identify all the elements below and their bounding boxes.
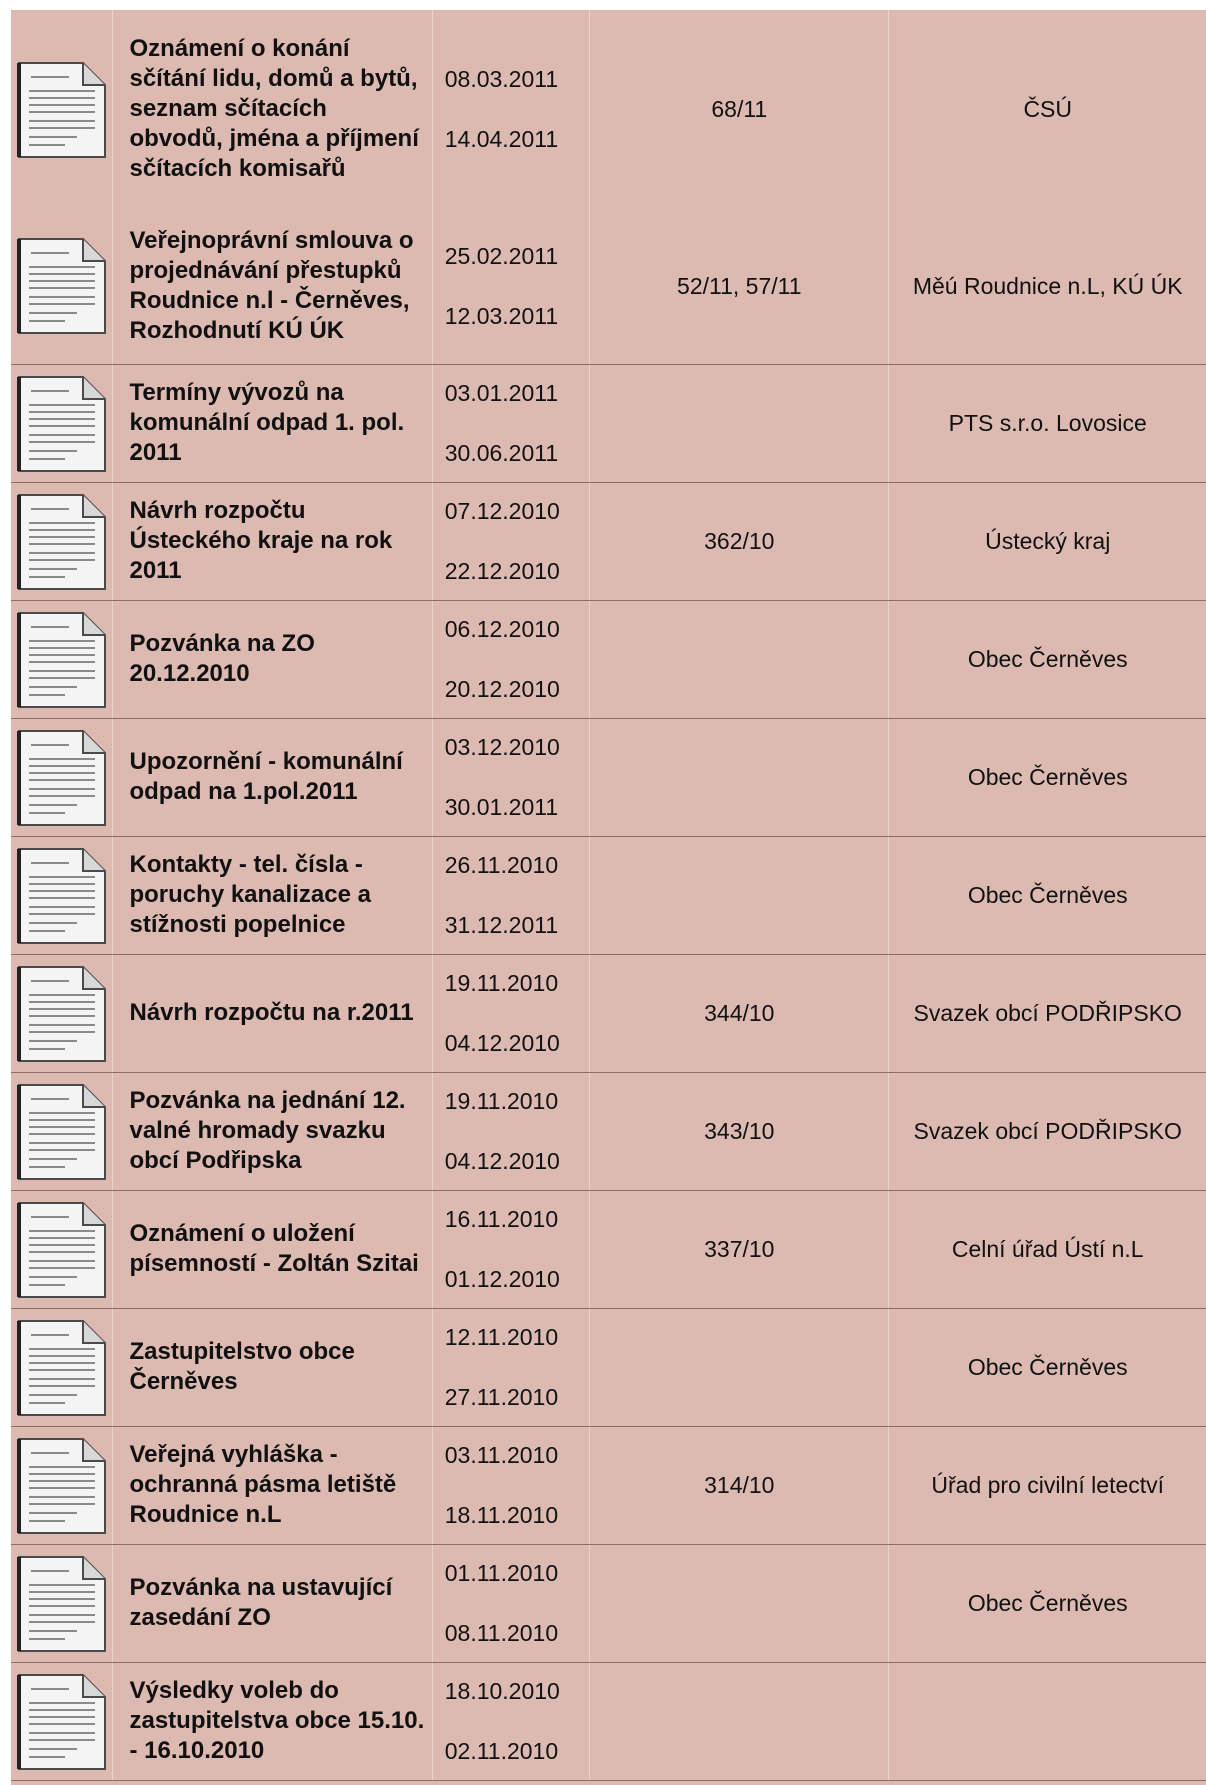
posted-date: 07.12.2010 [444, 498, 560, 524]
removed-date: 30.06.2011 [444, 440, 559, 466]
document-icon[interactable] [17, 1195, 107, 1299]
source-office: Obec Černěves [889, 836, 1206, 954]
icon-cell [11, 482, 113, 600]
removed-date: 02.11.2010 [444, 1738, 559, 1764]
removed-date: 27.11.2010 [444, 1384, 559, 1410]
source-office: Ústecký kraj [889, 482, 1206, 600]
document-icon[interactable] [17, 1667, 107, 1771]
table-row [11, 718, 1206, 836]
reference-number: 344/10 [590, 954, 889, 1072]
posted-date: 06.12.2010 [444, 616, 560, 642]
reference-number: 68/11 [590, 10, 889, 208]
date-cell [432, 1190, 589, 1308]
icon-cell [11, 364, 113, 482]
icon-cell [11, 718, 113, 836]
source-office: Obec Černěves [889, 600, 1206, 718]
source-office: Obec Černěves [889, 1544, 1206, 1662]
table-row [11, 1426, 1206, 1544]
document-title[interactable]: Termíny vývozů na komunální odpad 1. pol. 2011 [113, 364, 432, 482]
source-office: Měú Roudnice n.L, KÚ ÚK [889, 208, 1206, 364]
table-row [11, 1662, 1206, 1780]
document-icon[interactable] [17, 723, 107, 827]
removed-date: 14.04.2011 [444, 126, 559, 152]
icon-cell [11, 954, 113, 1072]
table-row [11, 10, 1206, 208]
removed-date: 08.11.2010 [444, 1620, 559, 1646]
date-cell [432, 482, 589, 600]
reference-number: 343/10 [590, 1072, 889, 1190]
icon-cell [11, 1544, 113, 1662]
removed-date: 04.12.2010 [444, 1148, 560, 1174]
removed-date: 04.12.2010 [444, 1030, 560, 1056]
source-office: Obec Černěves [889, 718, 1206, 836]
document-icon[interactable] [17, 487, 107, 591]
removed-date: 30.01.2011 [444, 794, 559, 820]
table-row [11, 954, 1206, 1072]
table-row [11, 1190, 1206, 1308]
reference-number [590, 600, 889, 718]
document-title[interactable]: Pozvánka na ZO 20.12.2010 [113, 600, 432, 718]
icon-cell [11, 836, 113, 954]
posted-date: 19.11.2010 [444, 970, 559, 996]
reference-number [590, 836, 889, 954]
source-office [889, 1662, 1206, 1780]
notice-board [11, 10, 1206, 1785]
posted-date: 08.03.2011 [444, 66, 559, 92]
reference-number [590, 1662, 889, 1780]
document-title[interactable]: Návrh rozpočtu na r.2011 [113, 954, 432, 1072]
document-icon[interactable] [17, 1077, 107, 1181]
reference-number [590, 718, 889, 836]
posted-date: 25.02.2011 [444, 242, 559, 269]
icon-cell [11, 1426, 113, 1544]
table-row [11, 600, 1206, 718]
icon-cell [11, 600, 113, 718]
source-office: ČSÚ [889, 10, 1206, 208]
icon-cell [11, 1308, 113, 1426]
document-title[interactable]: Zastupitelstvo obce Černěves [113, 1308, 432, 1426]
reference-number [590, 1544, 889, 1662]
icon-cell [11, 1072, 113, 1190]
posted-date: 03.11.2010 [444, 1442, 559, 1468]
source-office: Celní úřad Ústí n.L [889, 1190, 1206, 1308]
document-title[interactable]: Veřejná vyhláška - ochranná pásma letiště Roudnice n.L [113, 1426, 432, 1544]
table-row [11, 482, 1206, 600]
document-icon[interactable] [17, 231, 107, 335]
date-cell [432, 208, 589, 364]
table-row [11, 364, 1206, 482]
document-title[interactable]: Pozvánka na jednání 12. valné hromady svazku obcí Podřipska [113, 1072, 432, 1190]
document-title[interactable]: Oznámení o konání sčítání lidu, domů a bytů, seznam sčítacích obvodů, jména a příjmení sčítacích komisařů [113, 10, 432, 208]
document-title[interactable]: Oznámení o uložení písemností - Zoltán Szitai [113, 1190, 432, 1308]
removed-date: 18.11.2010 [444, 1502, 559, 1528]
reference-number [590, 364, 889, 482]
date-cell [432, 1544, 589, 1662]
document-icon[interactable] [17, 959, 107, 1063]
date-cell [432, 600, 589, 718]
posted-date: 03.12.2010 [444, 734, 560, 760]
reference-number: 52/11, 57/11 [590, 208, 889, 364]
removed-date: 22.12.2010 [444, 558, 560, 584]
date-cell [432, 1072, 589, 1190]
icon-cell [11, 1190, 113, 1308]
table-row [11, 1308, 1206, 1426]
date-cell [432, 10, 589, 208]
posted-date: 26.11.2010 [444, 852, 559, 878]
table-row [11, 208, 1206, 364]
date-cell [432, 1662, 589, 1780]
icon-cell [11, 208, 113, 364]
source-office: Svazek obcí PODŘIPSKO [889, 1072, 1206, 1190]
date-cell [432, 954, 589, 1072]
removed-date: 31.12.2011 [444, 912, 559, 938]
document-title[interactable]: Pozvánka na ustavující zasedání ZO [113, 1544, 432, 1662]
date-cell [432, 364, 589, 482]
reference-number: 362/10 [590, 482, 889, 600]
date-cell [432, 1308, 589, 1426]
document-icon[interactable] [17, 1549, 107, 1653]
source-office: Úřad pro civilní letectví [889, 1426, 1206, 1544]
document-title[interactable]: Upozornění - komunální odpad na 1.pol.2011 [113, 718, 432, 836]
posted-date: 16.11.2010 [444, 1206, 559, 1232]
posted-date: 18.10.2010 [444, 1678, 560, 1704]
document-title[interactable]: Veřejnoprávní smlouva o projednávání přestupků Roudnice n.l - Černěves, Rozhodnutí KÚ ÚK [113, 208, 432, 364]
posted-date: 12.11.2010 [444, 1324, 559, 1350]
removed-date: 12.03.2011 [444, 302, 559, 329]
reference-number: 314/10 [590, 1426, 889, 1544]
document-icon[interactable] [17, 605, 107, 709]
date-cell [432, 1426, 589, 1544]
source-office: Svazek obcí PODŘIPSKO [889, 954, 1206, 1072]
document-title[interactable]: Kontakty - tel. čísla - poruchy kanalizace a stížnosti popelnice [113, 836, 432, 954]
table-row [11, 836, 1206, 954]
document-icon[interactable] [17, 841, 107, 945]
removed-date: 01.12.2010 [444, 1266, 560, 1292]
date-cell [432, 718, 589, 836]
documents-table [11, 10, 1206, 1781]
document-title[interactable]: Návrh rozpočtu Ústeckého kraje na rok 2011 [113, 482, 432, 600]
posted-date: 01.11.2010 [444, 1560, 559, 1586]
date-cell [432, 836, 589, 954]
posted-date: 19.11.2010 [444, 1088, 559, 1114]
icon-cell [11, 10, 113, 208]
icon-cell [11, 1662, 113, 1780]
reference-number [590, 1308, 889, 1426]
document-icon[interactable] [17, 55, 107, 159]
document-icon[interactable] [17, 1431, 107, 1535]
table-row [11, 1544, 1206, 1662]
source-office: PTS s.r.o. Lovosice [889, 364, 1206, 482]
reference-number: 337/10 [590, 1190, 889, 1308]
document-icon[interactable] [17, 1313, 107, 1417]
table-row [11, 1072, 1206, 1190]
source-office: Obec Černěves [889, 1308, 1206, 1426]
document-title[interactable]: Výsledky voleb do zastupitelstva obce 15.10. - 16.10.2010 [113, 1662, 432, 1780]
document-icon[interactable] [17, 369, 107, 473]
removed-date: 20.12.2010 [444, 676, 560, 702]
posted-date: 03.01.2011 [444, 380, 559, 406]
